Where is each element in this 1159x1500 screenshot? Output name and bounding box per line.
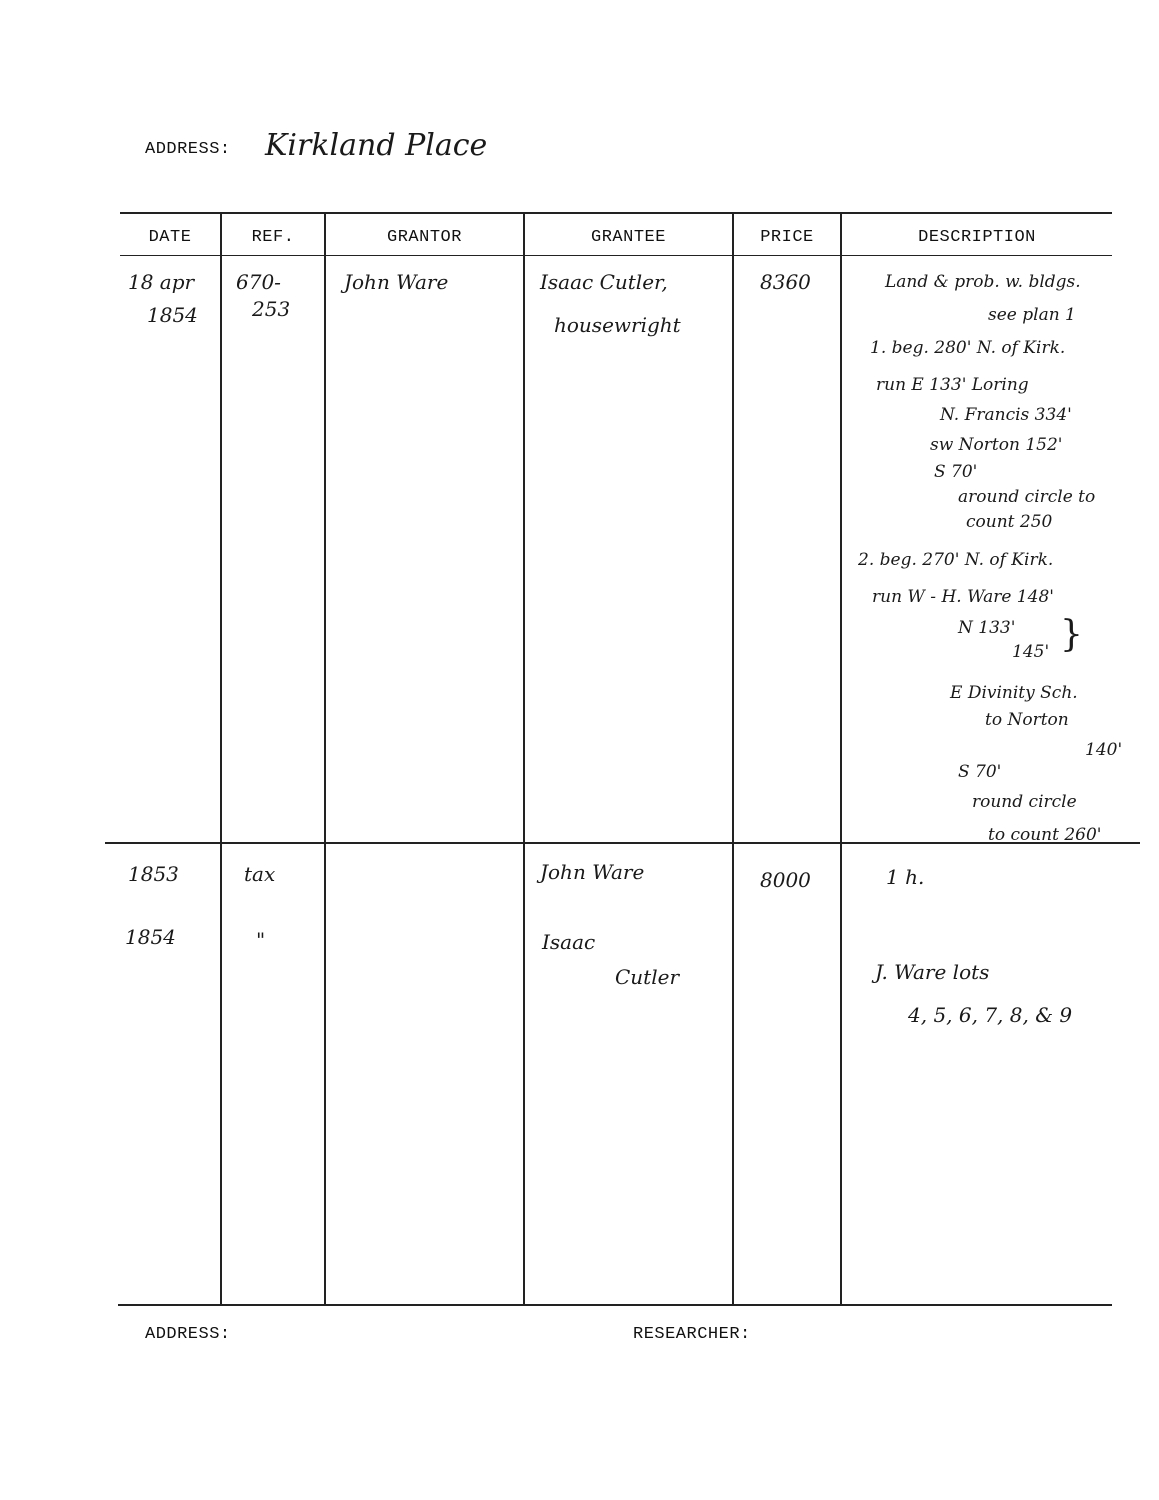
- col-header-price: PRICE: [760, 228, 814, 247]
- entry1-desc-line: to count 260': [988, 825, 1102, 845]
- entry1-desc-line: round circle: [972, 792, 1077, 812]
- entry2-grantee-1: John Ware: [540, 860, 645, 884]
- entry1-grantee-line1: Isaac Cutler,: [540, 270, 668, 294]
- col-divider-2: [324, 213, 326, 1304]
- col-divider-5: [840, 213, 842, 1304]
- col-header-description: DESCRIPTION: [918, 228, 1036, 247]
- entry1-desc-line: count 250: [966, 512, 1053, 532]
- entry1-desc-line: 2. beg. 270' N. of Kirk.: [858, 550, 1054, 570]
- entry1-desc-line: sw Norton 152': [930, 435, 1063, 455]
- col-header-date: DATE: [148, 228, 192, 247]
- entry-divider-rule: [105, 842, 1140, 844]
- entry2-desc-2-line1: J. Ware lots: [875, 960, 990, 984]
- entry2-grantee-2-line2: Cutler: [615, 965, 680, 989]
- entry1-desc-line: S 70': [934, 462, 978, 482]
- address-label: ADDRESS:: [145, 140, 231, 159]
- entry2-ref-2: ": [256, 928, 266, 952]
- brace-glyph: }: [1060, 614, 1083, 655]
- col-header-ref: REF.: [251, 228, 295, 247]
- entry1-desc-line: around circle to: [958, 487, 1096, 507]
- table-top-rule: [120, 212, 1112, 214]
- entry2-date-2: 1854: [125, 925, 176, 949]
- entry1-desc-line: 145': [1012, 642, 1050, 662]
- entry1-desc-line: run W - H. Ware 148': [872, 587, 1054, 607]
- entry2-ref-1: tax: [244, 862, 276, 886]
- entry1-ref-line1: 670-: [236, 270, 281, 294]
- entry1-desc-line: to Norton: [985, 710, 1069, 730]
- entry1-desc-line: N 133': [958, 618, 1016, 638]
- entry1-desc-line: run E 133' Loring: [876, 375, 1029, 395]
- footer-researcher-label: RESEARCHER:: [633, 1325, 751, 1344]
- entry2-desc-2-line2: 4, 5, 6, 7, 8, & 9: [908, 1003, 1073, 1027]
- address-value: Kirkland Place: [265, 128, 488, 163]
- entry1-date-day: 18 apr: [128, 270, 195, 294]
- table-bottom-rule: [118, 1304, 1112, 1306]
- entry1-grantor: John Ware: [344, 270, 449, 294]
- entry1-desc-line: S 70': [958, 762, 1002, 782]
- entry1-grantee-line2: housewright: [554, 313, 681, 337]
- col-divider-4: [732, 213, 734, 1304]
- entry1-desc-line: Land & prob. w. bldgs.: [885, 272, 1081, 292]
- entry2-grantee-2-line1: Isaac: [542, 930, 596, 954]
- col-header-grantee: GRANTEE: [591, 228, 666, 247]
- entry1-desc-line: see plan 1: [988, 305, 1076, 325]
- entry2-price: 8000: [760, 868, 811, 892]
- entry1-desc-line: E Divinity Sch.: [950, 683, 1078, 703]
- header-bottom-rule: [120, 255, 1112, 256]
- entry2-date-1: 1853: [128, 862, 179, 886]
- col-divider-1: [220, 213, 222, 1304]
- col-header-grantor: GRANTOR: [387, 228, 462, 247]
- entry2-desc-1: 1 h.: [886, 865, 925, 889]
- entry1-ref-line2: 253: [252, 297, 291, 321]
- entry1-price: 8360: [760, 270, 811, 294]
- col-divider-3: [523, 213, 525, 1304]
- footer-address-label: ADDRESS:: [145, 1325, 231, 1344]
- entry1-desc-line: 1. beg. 280' N. of Kirk.: [870, 338, 1066, 358]
- entry1-desc-line: N. Francis 334': [940, 405, 1072, 425]
- entry1-date-year: 1854: [147, 303, 198, 327]
- entry1-desc-line: 140': [1085, 740, 1123, 760]
